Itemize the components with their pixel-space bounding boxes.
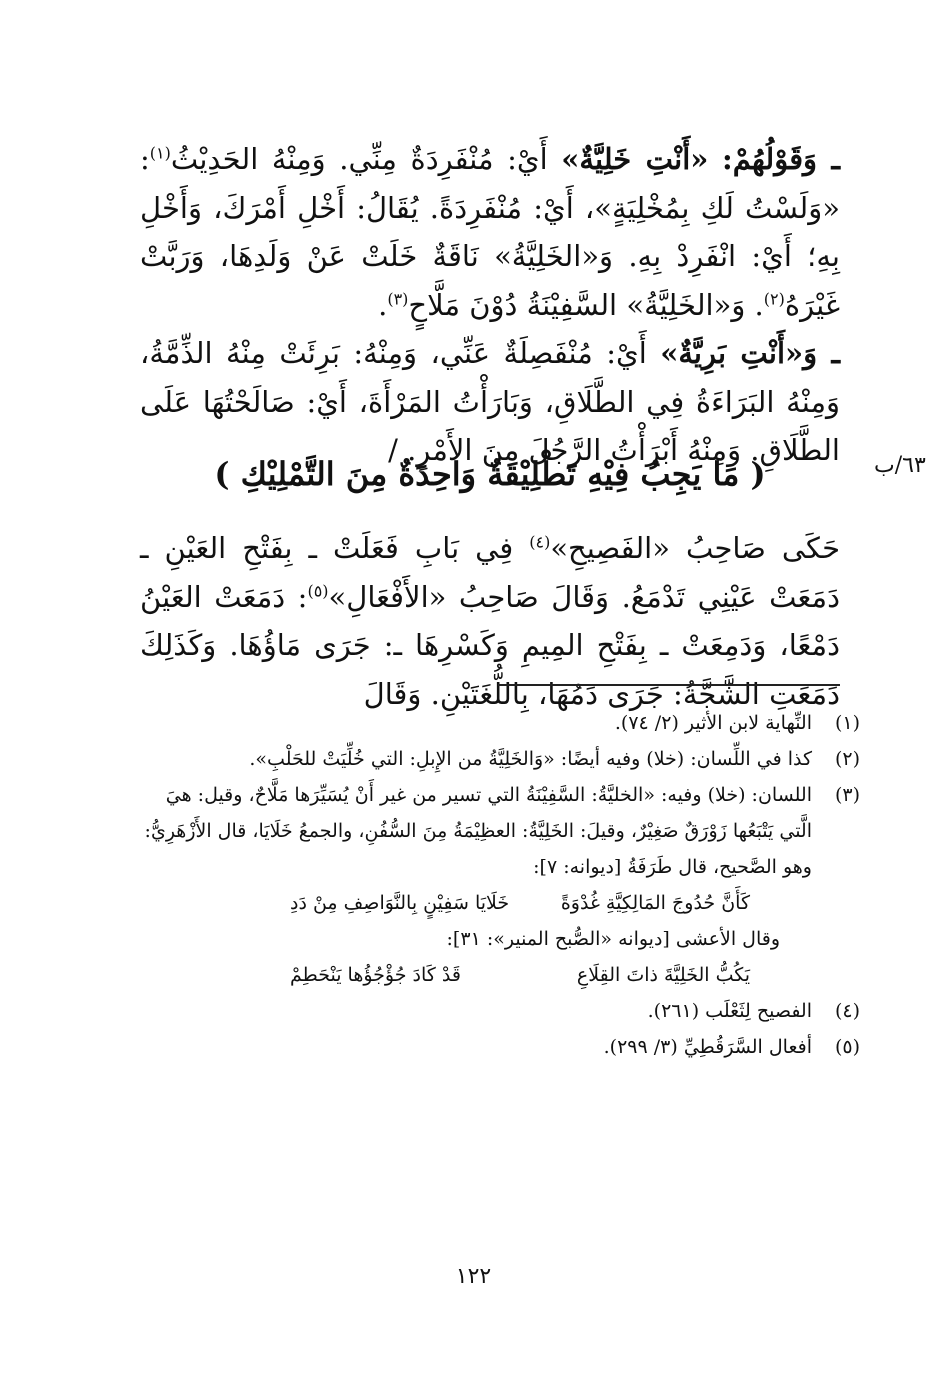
paragraph-text: أَيْ: مُنْفَصِلَةٌ عَنِّي، وَمِنْهُ: بَرِئَتْ مِنْهُ الذِّمَّةُ، وَمِنْهُ البَرَاءَةُ فِي الطَّلَاقِ، وَبَارَأْتُ المَرْأَةَ، أَيْ: صَالَحْتُهَا عَلَى الطَّلَاقِ. وَمِنْهُ أَبْرَأْتُ الرَّجُلَ مِنَ الأَمْرِ. / — [140, 336, 840, 467]
paragraph-bariyya — [140, 329, 840, 475]
footnote-text: أفعال السَّرَقُطِيِّ (٣/ ٢٩٩). — [603, 1036, 812, 1058]
footnote-3 — [140, 777, 860, 885]
footnote-text: الفصيح لِثَعْلَب (٢٦١). — [647, 1000, 812, 1022]
paragraph-text: : «وَلَسْتُ لَكِ بِمُخْلِيَةٍ»، أَيْ: مُنْفَرِدَةً. يُقَالُ: أَخْلِ أَمْرَكَ، وَأَخْلِ بِهِ؛ أَيْ: انْفَرِدْ بِهِ. وَ«الخَلِيَّةُ» نَاقَةٌ خَلَتْ عَنْ وَلَدِهَا، وَرَبَّتْ غَيْرَهُ — [140, 142, 840, 322]
footnote-text: اللسان: (خلا) وفيه: «الخليَّةُ: السَّفِيْنَةُ التي تسير من غير أَنْ يُسَيِّرَها مَلَّاحٌ، وقيل: هيَ الَّتي يَتْبَعُها زَوْرَقٌ صَغِيْرٌ، وقيلَ: الخَلِيَّةُ: العظِيْمَةُ مِنَ السُّفُنِ، والجمعُ خَلَايَا، قال الأَزْهَرِيُّ: وهو الصَّحيح، قال طَرَفَةُ [ديوانه: ٧]: — [144, 784, 812, 878]
footnote-ref-3: (٣) — [387, 288, 409, 308]
footnotes — [140, 705, 860, 1065]
paragraph-text: : دَمَعَتْ العَيْنُ دَمْعًا، وَدَمِعَتْ ـ بِفَتْحِ المِيمِ وَكَسْرِهَا ـ: جَرَى مَاؤُهَا. وَكَذَلِكَ دَمَعَتِ الشَّجَّةُ: جَرَى دَمُهَا، بِاللُّغَتَيْنِ. وَقَالَ — [140, 579, 840, 711]
footnote-2 — [140, 741, 860, 777]
footnote-number: (٤) — [834, 1000, 860, 1022]
verse-second-hemistich: قَدْ كَادَ جُؤْجُؤُها يَنْحَطِمْ — [290, 964, 461, 986]
footnote-number: (٢) — [834, 748, 860, 770]
footnote-ref-1: (١) — [149, 143, 171, 163]
term-bariyya: «أَنْتِ بَرِيَّةٌ» — [660, 336, 804, 370]
page-number: ١٢٢ — [455, 1264, 492, 1289]
footnote-4 — [140, 993, 860, 1029]
footnote-separator — [498, 684, 840, 686]
paragraph-text: حَكَى صَاحِبُ «الفَصِيحِ» — [550, 531, 840, 565]
section-heading: ( مَا يَجِبُ فِيْهِ تَطْلِيْقَةٌ وَاحِدَةٌ مِنَ التَّمْلِيْكِ ) — [214, 455, 766, 493]
term-khaliyya: «أَنْتِ خَلِيَّةٌ» — [561, 142, 709, 176]
paragraph-lead: ـ وَقَوْلُهُمْ: — [722, 142, 841, 176]
footnote-text: كذا في اللِّسان: (خلا) وفيه أيضًا: «وَالخَلِيَّةُ من الإِبلِ: التي خُلِّيَتْ للحَلْبِ». — [249, 748, 812, 770]
verse-first-hemistich: يَكُبُّ الخَلِيَّةَ ذاتَ القِلَاعِ — [576, 964, 750, 986]
margin-folio-note: ٦٣/ب — [874, 453, 926, 478]
paragraph-text: . — [378, 287, 388, 322]
main-text — [140, 135, 840, 475]
paragraph-text: فِي بَابِ فَعَلَتْ ـ بِفَتْحِ العَيْنِ ـ دَمَعَتْ عَيْنِي تَدْمَعُ. وَقَالَ صَاحِبُ «الأَفْعَالِ» — [140, 531, 840, 614]
footnote-ref-5: (٥) — [307, 580, 329, 600]
paragraph-damaat — [140, 524, 840, 718]
paragraph-lead: ـ وَ — [803, 336, 840, 370]
footnote-number: (٣) — [834, 784, 860, 806]
paragraph-text: . وَ«الخَلِيَّةُ» السَّفِيْنَةُ دُوْنَ مَلَّاحٍ — [408, 287, 764, 322]
verse-introduction: وقال الأعشى [ديوانه «الصُّبح المنير»: ٣١]: — [446, 928, 780, 950]
footnote-text: النِّهاية لابن الأثير (٢/ ٧٤). — [614, 712, 812, 734]
poetry-verse-tarafa — [140, 885, 860, 921]
poetry-verse-asha — [140, 957, 860, 993]
footnote-ref-2: (٢) — [763, 288, 785, 308]
footnote-number: (١) — [834, 712, 860, 734]
footnote-ref-4: (٤) — [529, 532, 551, 552]
paragraph-text: أَيْ: مُنْفَرِدَةٌ مِنِّي. وَمِنْهُ الحَدِيْثُ — [170, 142, 562, 176]
paragraph-khaliyya — [140, 135, 840, 329]
footnote-1 — [140, 705, 860, 741]
footnote-number: (٥) — [834, 1036, 860, 1058]
verse-second-hemistich: خَلَايَا سَفِيْنٍ بِالنَّوَاصِفِ مِنْ دَدِ — [290, 892, 510, 914]
main-text-section — [140, 524, 840, 718]
footnote-5 — [140, 1029, 860, 1065]
verse-first-hemistich: كَأَنَّ حُدُوجَ المَالِكِيَّةِ غُدْوَةً — [560, 892, 750, 914]
